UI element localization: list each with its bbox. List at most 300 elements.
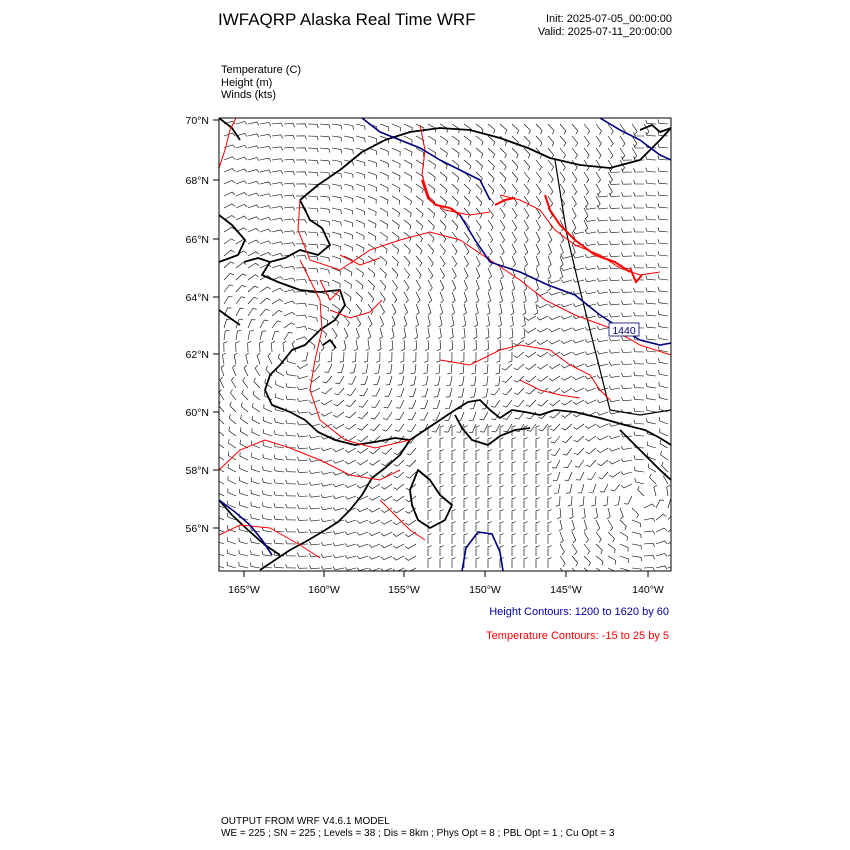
wind-barb	[572, 208, 576, 219]
wind-barb	[573, 388, 584, 392]
wind-barb	[356, 196, 365, 203]
wind-barb	[371, 400, 380, 408]
wind-barb	[356, 304, 362, 314]
wind-barb	[251, 502, 260, 508]
wind-barb	[404, 232, 411, 242]
wind-barb	[272, 183, 283, 186]
wind-barb	[428, 450, 432, 460]
wind-barb	[248, 181, 259, 184]
wind-barb	[321, 471, 332, 474]
wind-barb	[356, 316, 361, 327]
wind-barb	[452, 558, 456, 568]
wind-barb	[561, 316, 572, 319]
wind-barb	[397, 388, 404, 397]
wind-barb	[248, 170, 259, 173]
wind-barb	[587, 472, 596, 480]
wind-barb	[634, 420, 644, 424]
wind-barb	[482, 388, 488, 398]
wind-barb	[263, 478, 273, 484]
wind-barb	[596, 160, 601, 171]
wind-barb	[368, 268, 375, 278]
wind-barb	[620, 556, 629, 563]
wind-barb	[380, 160, 388, 168]
wind-barb	[428, 208, 435, 218]
wind-barb	[585, 266, 596, 269]
wind-barb	[476, 510, 480, 520]
wind-barb	[646, 192, 656, 196]
wind-barb	[548, 244, 552, 255]
wind-barb	[512, 462, 516, 472]
longitude-axis	[244, 571, 648, 577]
wind-barb	[274, 491, 284, 496]
wind-barb	[656, 541, 667, 544]
wind-barb	[500, 268, 503, 279]
lat-label-60: 60°N	[185, 407, 209, 419]
wind-barb	[597, 230, 608, 234]
wind-barb	[488, 220, 493, 231]
wind-barb	[661, 451, 668, 460]
wind-barb	[486, 328, 490, 339]
wind-barb	[658, 251, 668, 256]
wind-barb	[381, 484, 392, 489]
wind-barb	[646, 311, 656, 316]
wind-barb	[428, 510, 432, 520]
wind-barb	[596, 172, 601, 183]
wind-barb	[428, 534, 432, 544]
wind-barb	[560, 172, 565, 183]
wind-barb	[428, 256, 433, 267]
wind-barb	[452, 486, 456, 496]
wind-barb	[658, 167, 668, 172]
wind-barb	[464, 136, 471, 145]
wind-barb	[584, 196, 588, 207]
wind-barb	[284, 159, 295, 163]
wind-barb	[344, 136, 354, 142]
wind-barb	[414, 328, 417, 339]
wind-barb	[548, 136, 554, 146]
wind-barb	[260, 146, 271, 149]
wind-barb	[272, 159, 283, 163]
wind-barb	[240, 452, 248, 460]
wind-barb	[345, 424, 356, 429]
wind-barb	[524, 160, 530, 170]
wind-barb	[308, 172, 318, 176]
wind-barb	[500, 462, 504, 472]
wind-barb	[536, 522, 540, 532]
wind-barb	[476, 498, 480, 508]
wind-barb	[379, 328, 382, 339]
wind-barb	[609, 398, 620, 401]
wind-barb	[573, 376, 584, 380]
wind-barb	[608, 520, 613, 531]
wind-barb	[488, 136, 495, 146]
wind-barb	[332, 220, 341, 226]
wind-barb	[260, 170, 271, 173]
wind-barb	[284, 207, 295, 211]
wind-barb	[369, 496, 380, 500]
wind-barb	[634, 432, 644, 436]
wind-barb	[332, 328, 337, 339]
wind-barb	[309, 541, 320, 545]
wind-barb	[524, 124, 530, 134]
wind-barb	[344, 220, 353, 227]
wind-barb	[440, 304, 443, 315]
wind-barb	[233, 365, 236, 376]
wind-barb	[438, 328, 442, 339]
wind-barb	[392, 124, 400, 131]
wind-barb	[511, 292, 514, 303]
wind-barb	[296, 280, 307, 284]
wind-barb	[286, 371, 296, 376]
wind-barb	[620, 532, 628, 541]
wind-barb	[311, 364, 320, 371]
wind-barb	[452, 148, 459, 157]
wind-barb	[358, 424, 368, 430]
wind-barb	[589, 484, 596, 493]
lon-label-155: 155°W	[388, 584, 420, 596]
wind-barb	[323, 376, 333, 383]
wind-barb	[435, 364, 440, 374]
wind-barb	[488, 534, 492, 544]
wind-barb	[260, 331, 266, 340]
wind-barb	[368, 316, 372, 327]
wind-barb	[357, 568, 368, 571]
wind-barb	[560, 268, 563, 279]
wind-barb	[260, 309, 270, 316]
wind-barb	[488, 292, 491, 303]
wind-barb	[608, 184, 612, 195]
winds-label: Winds (kts)	[221, 89, 276, 101]
wind-barb	[560, 136, 566, 146]
wind-barb	[476, 522, 480, 532]
wind-barb	[654, 485, 657, 496]
wind-barb	[346, 400, 356, 407]
wind-barb	[404, 160, 412, 168]
wind-barb	[286, 468, 296, 472]
wind-barb	[620, 520, 626, 530]
wind-barb	[598, 472, 608, 479]
wind-barb	[524, 426, 528, 436]
wind-barb	[393, 532, 404, 537]
wind-barb	[646, 204, 656, 208]
wind-barb	[224, 250, 235, 256]
wind-barb	[497, 328, 501, 339]
wind-barb	[608, 148, 613, 159]
wind-barb	[622, 169, 633, 173]
wind-barb	[252, 403, 260, 412]
wind-barb	[274, 515, 284, 520]
wind-barb	[500, 172, 506, 182]
wind-barb	[538, 400, 548, 406]
wind-barb	[404, 316, 407, 327]
wind-barb	[274, 539, 284, 544]
wind-barb	[387, 364, 392, 374]
wind-barb	[576, 472, 584, 480]
wind-barb	[334, 388, 344, 395]
wind-barb	[248, 228, 259, 232]
wind-barb	[296, 136, 307, 140]
wind-barb	[236, 263, 247, 269]
wind-barb	[452, 280, 456, 291]
wind-barb	[472, 364, 477, 374]
wind-barb	[296, 220, 307, 224]
wind-barb	[440, 292, 443, 303]
wind-barb	[646, 240, 656, 244]
wind-barb	[216, 488, 224, 496]
wind-barb	[513, 340, 524, 345]
wind-barb	[411, 364, 416, 374]
wind-barb	[320, 124, 330, 129]
wind-barb	[408, 412, 416, 420]
wind-barb	[658, 179, 668, 184]
wind-barb	[549, 280, 560, 283]
wind-barb	[416, 268, 421, 279]
wind-barb	[548, 256, 551, 267]
wind-barb	[404, 208, 411, 217]
wind-barb	[560, 544, 564, 555]
wind-barb	[260, 122, 271, 125]
wind-barb	[524, 462, 528, 472]
wind-barb	[551, 436, 560, 443]
wind-barb	[586, 460, 596, 467]
wind-barb	[428, 486, 432, 496]
wind-barb	[356, 172, 365, 179]
wind-barb	[260, 182, 271, 185]
wind-barb	[415, 316, 418, 327]
wind-barb	[392, 160, 400, 168]
wind-barb	[464, 280, 468, 291]
wind-barb	[561, 400, 572, 405]
wind-barb	[248, 309, 257, 317]
wind-barb	[537, 328, 548, 332]
wind-barb	[609, 313, 620, 317]
wind-barb	[368, 136, 377, 143]
wind-barb	[524, 474, 528, 484]
wind-barb	[224, 285, 233, 292]
wind-barb	[297, 376, 308, 379]
wind-barb	[503, 400, 512, 407]
wind-barb	[394, 484, 405, 490]
wind-barb	[248, 240, 259, 244]
wind-barb	[491, 400, 500, 407]
wind-barb	[596, 568, 604, 577]
wind-barb	[491, 388, 500, 395]
wind-barb	[572, 220, 576, 231]
wind-barb	[320, 220, 330, 225]
wind-barb	[524, 232, 528, 243]
wind-barb	[274, 564, 284, 569]
wind-barb	[236, 308, 244, 316]
height-contours	[219, 118, 671, 571]
wind-barb	[296, 291, 307, 295]
wind-barb	[572, 544, 577, 555]
wind-barb	[476, 196, 482, 206]
wind-barb	[548, 450, 552, 460]
wind-barb	[464, 148, 471, 158]
wind-barb	[224, 227, 235, 232]
wind-barb	[420, 412, 428, 420]
wind-barb	[357, 544, 368, 547]
wind-barb	[608, 136, 613, 147]
wind-barb	[609, 241, 620, 245]
valid-time: Valid: 2025-07-11_20:00:00	[537, 26, 672, 38]
wind-barb	[500, 498, 504, 508]
wind-barb	[284, 135, 295, 139]
wind-barb	[260, 287, 271, 292]
wind-barb	[562, 424, 572, 430]
wind-barb	[416, 256, 422, 267]
wind-barb	[344, 124, 354, 130]
wind-barb	[480, 424, 488, 432]
wind-barb	[621, 253, 632, 257]
wind-barb	[296, 232, 307, 236]
wind-barb	[416, 196, 423, 205]
wind-barb	[336, 376, 345, 384]
wind-barb	[634, 288, 644, 292]
lat-label-64: 64°N	[185, 292, 209, 304]
wind-barb	[297, 433, 308, 437]
wind-barb	[452, 462, 456, 472]
wind-barb	[525, 328, 536, 333]
wind-barb	[356, 268, 363, 277]
wind-barb	[536, 220, 540, 231]
wind-barb	[297, 517, 308, 521]
wind-barb	[452, 172, 459, 182]
wind-barb	[422, 376, 428, 386]
wind-barb	[412, 352, 416, 362]
wind-barb	[622, 181, 633, 185]
wind-barb	[497, 340, 501, 351]
wind-barb	[333, 448, 344, 452]
wind-barb	[432, 412, 440, 420]
wind-barb	[389, 340, 393, 351]
wind-barb	[632, 520, 640, 527]
wind-barb	[404, 244, 410, 254]
wind-barb	[580, 496, 585, 506]
wind-barb	[360, 388, 368, 396]
wind-barb	[502, 388, 512, 395]
wind-barb	[272, 206, 283, 209]
wind-barb	[582, 508, 586, 519]
wind-barb	[536, 546, 540, 556]
wind-barb	[634, 240, 644, 244]
wind-barb	[297, 505, 308, 509]
wind-barb	[248, 158, 259, 161]
wind-barb	[356, 184, 365, 191]
wind-barb	[248, 330, 254, 340]
wind-barb	[524, 522, 528, 532]
wind-barb	[644, 518, 655, 521]
wind-barb	[488, 148, 495, 158]
wind-barb	[476, 136, 483, 146]
wind-barb	[488, 498, 492, 508]
wind-barb	[344, 328, 348, 339]
wind-barb	[549, 340, 560, 344]
wind-barb	[439, 316, 442, 327]
wind-barb	[437, 340, 441, 351]
wind-barb	[320, 304, 328, 312]
wind-barb	[526, 376, 536, 382]
wind-barb	[452, 534, 456, 544]
wind-barb	[452, 256, 457, 267]
wind-barb	[585, 351, 596, 354]
wind-barb	[224, 192, 235, 196]
wind-barb	[284, 195, 295, 199]
wind-barb	[464, 486, 468, 496]
wind-barb	[241, 402, 248, 412]
wind-barb	[571, 520, 574, 531]
wind-barb	[422, 388, 429, 397]
lat-label-70: 70°N	[185, 115, 209, 127]
wind-barb	[297, 398, 308, 401]
wind-barb	[404, 268, 410, 279]
wind-barb	[585, 218, 596, 222]
wind-barb	[573, 328, 584, 331]
wind-barb	[609, 205, 620, 209]
wind-barb	[224, 296, 233, 304]
wind-barb	[321, 483, 332, 486]
wind-barb	[239, 538, 248, 544]
wind-barb	[458, 388, 464, 397]
wind-barb	[356, 328, 359, 339]
wind-barb	[596, 532, 601, 543]
wind-barb	[536, 558, 540, 568]
wind-barb	[584, 532, 589, 543]
wind-barb	[426, 328, 429, 339]
wind-barb	[392, 196, 400, 205]
wind-barb	[464, 534, 468, 544]
wind-barb	[248, 134, 259, 137]
wind-barb	[668, 565, 679, 568]
wind-barb	[502, 364, 512, 370]
wind-barb	[573, 231, 584, 234]
wind-barb	[272, 321, 281, 328]
wind-barb	[646, 383, 656, 388]
wind-barb	[449, 340, 453, 351]
wind-barb	[476, 172, 482, 182]
wind-barb	[401, 340, 405, 351]
wind-barb	[321, 542, 332, 546]
wind-barb	[428, 438, 432, 448]
wind-barb	[272, 310, 282, 316]
wind-barb	[239, 562, 248, 568]
wind-barb	[499, 292, 502, 303]
wind-barb	[634, 252, 644, 256]
wind-barb	[333, 495, 344, 498]
wind-barb	[357, 520, 368, 523]
wind-barb	[512, 244, 516, 255]
wind-barb	[271, 341, 275, 352]
wind-barb	[396, 400, 404, 408]
wind-barb	[260, 158, 271, 161]
wind-barb	[359, 400, 368, 407]
wind-barb	[464, 498, 468, 508]
wind-barb	[656, 554, 667, 557]
wind-barb	[251, 490, 260, 496]
wind-barb	[634, 467, 644, 472]
wind-barb	[320, 148, 330, 153]
wind-barb	[536, 160, 542, 171]
wind-barb	[216, 463, 224, 472]
wind-barb	[368, 328, 371, 339]
wind-barb	[446, 388, 452, 397]
wind-barb	[263, 466, 272, 472]
wind-barb	[404, 124, 412, 132]
wind-barb	[284, 278, 295, 281]
wind-barb	[274, 455, 284, 460]
wind-barb	[634, 168, 644, 172]
wind-barb	[405, 568, 416, 572]
